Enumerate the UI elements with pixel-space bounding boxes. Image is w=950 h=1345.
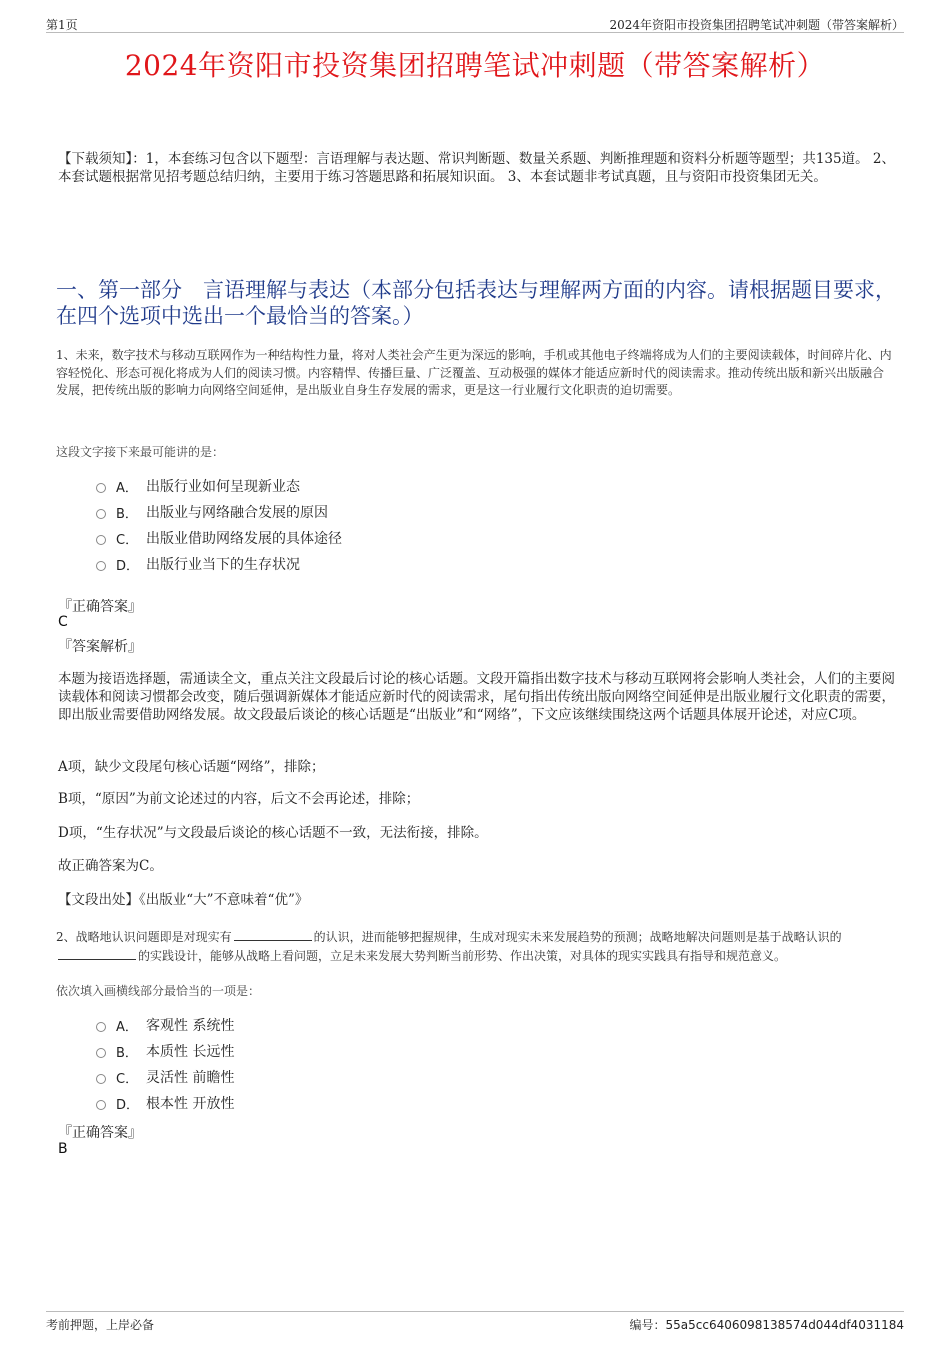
option-text: 出版行业当下的生存状况 bbox=[146, 557, 300, 573]
analysis-conclusion: 故正确答案为C。 bbox=[58, 858, 163, 874]
radio-icon[interactable] bbox=[96, 535, 106, 545]
radio-icon[interactable] bbox=[96, 561, 106, 571]
analysis-text: 本题为接语选择题，需通读全文，重点关注文段最后讨论的核心话题。文段开篇指出数字技术与移动互联网将会影响人类社会，人们的主要阅读载体和阅读习惯都会改变，随后强调新媒体才能适应新时代的阅读需求，尾句指出传统出版向网络空间延伸是出版业履行文化职责的需要，即出版业需要借助网络发展。故文段最后谈论的核心话题是“出版业”和“网络”，下文应该继续围绕这两个话题具体展开论述，对应C项。 bbox=[58, 671, 895, 723]
radio-icon[interactable] bbox=[96, 1048, 106, 1058]
option-d[interactable]: D． 根本性 开放性 bbox=[96, 1090, 234, 1116]
option-a[interactable]: A． 客观性 系统性 bbox=[96, 1012, 234, 1038]
option-a[interactable]: A． 出版行业如何呈现新业态 bbox=[96, 473, 342, 499]
option-text: 客观性 系统性 bbox=[146, 1018, 235, 1034]
fill-blank-1 bbox=[234, 928, 312, 941]
radio-icon[interactable] bbox=[96, 1074, 106, 1084]
header-doc-title: 2024年资阳市投资集团招聘笔试冲刺题（带答案解析） bbox=[609, 18, 904, 32]
option-c[interactable]: C． 灵活性 前瞻性 bbox=[96, 1064, 234, 1090]
option-d[interactable]: D． 出版行业当下的生存状况 bbox=[96, 551, 342, 577]
page-footer bbox=[46, 1311, 904, 1332]
answer-label: 『正确答案』 bbox=[58, 599, 142, 615]
radio-icon[interactable] bbox=[96, 1100, 106, 1110]
answer-value: C bbox=[58, 614, 68, 630]
analysis-d-note: D项，“生存状况”与文段最后谈论的核心话题不一致，无法衔接，排除。 bbox=[58, 825, 488, 841]
analysis-b-note: B项，“原因”为前文论述过的内容，后文不会再论述，排除； bbox=[58, 791, 420, 807]
section-title: 一、第一部分 言语理解与表达（本部分包括表达与理解两方面的内容。请根据题目要求，在四个选项中选出一个最恰当的答案。） bbox=[56, 278, 896, 328]
question-1-options bbox=[96, 473, 342, 577]
analysis-a-note: A项，缺少文段尾句核心话题“网络”，排除； bbox=[58, 759, 325, 775]
option-text: 出版业借助网络发展的具体途径 bbox=[146, 531, 342, 547]
option-c[interactable]: C． 出版业借助网络发展的具体途径 bbox=[96, 525, 342, 551]
option-b[interactable]: B． 本质性 长远性 bbox=[96, 1038, 234, 1064]
question-2-prompt: 依次填入画横线部分最恰当的一项是： bbox=[56, 984, 261, 998]
answer-label: 『正确答案』 bbox=[58, 1125, 142, 1141]
option-text: 本质性 长远性 bbox=[146, 1044, 235, 1060]
footer-slogan: 考前押题，上岸必备 bbox=[46, 1318, 155, 1332]
radio-icon[interactable] bbox=[96, 483, 106, 493]
analysis-label: 『答案解析』 bbox=[58, 639, 142, 655]
footer-code: 编号：55a5cc6406098138574d044df4031184 bbox=[629, 1318, 904, 1332]
question-1-text: 1、未来，数字技术与移动互联网作为一种结构性力量，将对人类社会产生更为深远的影响，手机或其他电子终端将成为人们的主要阅读载体，时间碎片化、内容轻悦化、形态可视化将成为人们的阅读习惯。内容精悍、传播巨量、广泛覆盖、互动极强的媒体才能适应新时代的阅读需求。推动传统出版和新兴出版融合发展，把传统出版的影响力向网络空间延伸，是出版业自身生存发展的需求，更是这一行业履行文化职责的迫切需要。 bbox=[56, 348, 892, 397]
option-text: 出版行业如何呈现新业态 bbox=[146, 479, 300, 495]
question-1-prompt: 这段文字接下来最可能讲的是： bbox=[56, 445, 225, 459]
option-b[interactable]: B． 出版业与网络融合发展的原因 bbox=[96, 499, 342, 525]
option-text: 根本性 开放性 bbox=[146, 1096, 235, 1112]
question-2-options bbox=[96, 1012, 234, 1116]
answer-value: B bbox=[58, 1141, 68, 1157]
question-2-text: 2、战略地认识问题即是对现实有 的认识，进而能够把握规律，生成对现实未来发展趋势的预测；战略地解决问题则是基于战略认识的的实践设计，能够从战略上看问题，立足未来发展大势判断当前形势、作出决策，对具体的现实实践具有指导和规范意义。 bbox=[56, 930, 842, 963]
option-text: 出版业与网络融合发展的原因 bbox=[146, 505, 328, 521]
passage-source: 【文段出处】《出版业“大”不意味着“优”》 bbox=[58, 892, 309, 908]
fill-blank-2 bbox=[58, 947, 136, 960]
page-header bbox=[46, 14, 904, 33]
download-notice: 【下载须知】：1，本套练习包含以下题型：言语理解与表达题、常识判断题、数量关系题、判断推理题和资料分析题等题型；共135道。 2、本套试题根据常见招考题总结归纳，主要用于练习答题思路和拓展知识面。 3、本套试题非考试真题，且与资阳市投资集团无关。 bbox=[58, 151, 895, 185]
option-text: 灵活性 前瞻性 bbox=[146, 1070, 235, 1086]
radio-icon[interactable] bbox=[96, 1022, 106, 1032]
radio-icon[interactable] bbox=[96, 509, 106, 519]
page-title: 2024年资阳市投资集团招聘笔试冲刺题（带答案解析） bbox=[124, 49, 826, 82]
page-number: 第1页 bbox=[46, 18, 78, 32]
